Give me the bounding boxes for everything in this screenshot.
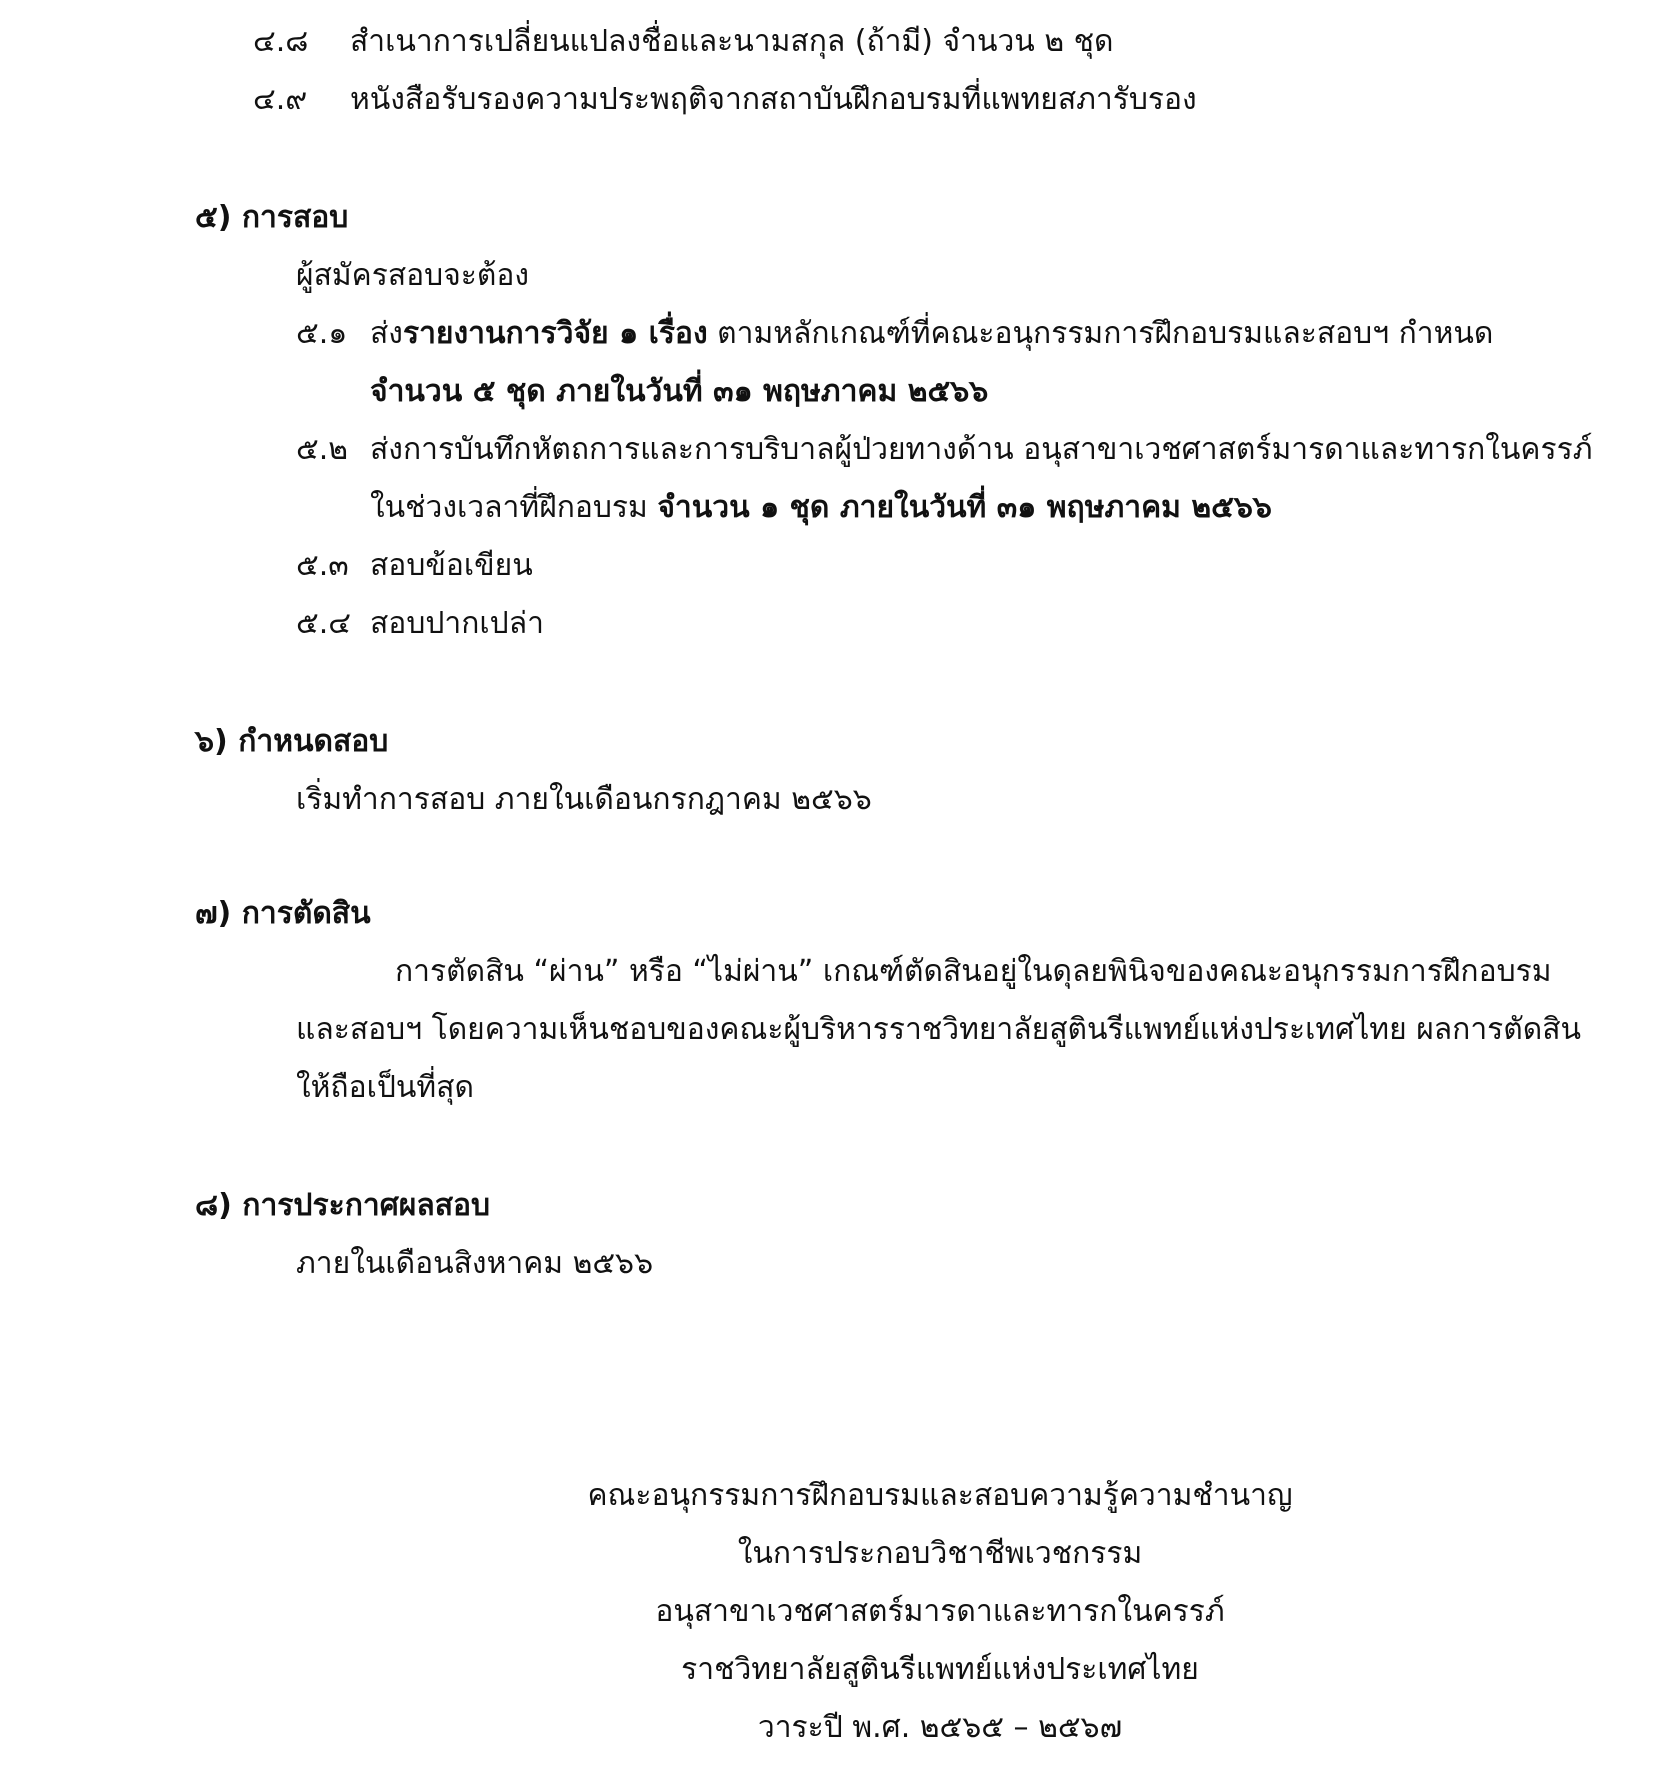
- signature-line-3: อนุสาขาเวชศาสตร์มารดาและทารกในครรภ์: [655, 1594, 1225, 1629]
- section-6-text: เริ่มทำการสอบ ภายในเดือนกรกฎาคม ๒๕๖๖: [296, 782, 872, 817]
- bold-text-part: จำนวน ๑ ชุด ภายในวันที่ ๓๑ พฤษภาคม ๒๕๖๖: [657, 490, 1272, 525]
- section-8-text: ภายในเดือนสิงหาคม ๒๕๖๖: [296, 1246, 654, 1281]
- item-text: สอบปากเปล่า: [370, 606, 544, 641]
- section-7-heading: ๗) การตัดสิน: [195, 896, 371, 931]
- text-part: ส่ง: [370, 316, 403, 351]
- section-7-line2: และสอบฯ โดยความเห็นชอบของคณะผู้บริหารราชวิทยาลัยสูตินรีแพทย์แห่งประเทศไทย ผลการตัดสิน: [296, 1012, 1582, 1047]
- item-text: หนังสือรับรองความประพฤติจากสถาบันฝึกอบรมที่แพทยสภารับรอง: [350, 82, 1197, 117]
- item-number: ๕.๒: [296, 432, 349, 467]
- signature-line-4: ราชวิทยาลัยสูตินรีแพทย์แห่งประเทศไทย: [681, 1652, 1199, 1687]
- section-5-heading: ๕) การสอบ: [195, 200, 349, 235]
- item-number: ๔.๙: [253, 82, 308, 117]
- section-7-line1: การตัดสิน “ผ่าน” หรือ “ไม่ผ่าน” เกณฑ์ตัดสินอยู่ในดุลยพินิจของคณะอนุกรรมการฝึกอบรม: [395, 954, 1552, 989]
- item-text: [370, 314, 1493, 354]
- signature-line-5: วาระปี พ.ศ. ๒๕๖๕ – ๒๕๖๗: [757, 1710, 1123, 1745]
- item-number: ๕.๔: [296, 606, 351, 641]
- item-number: ๕.๑: [296, 316, 348, 351]
- text-part: ในช่วงเวลาที่ฝึกอบรม: [370, 490, 658, 525]
- bold-text-part: รายงานการวิจัย ๑ เรื่อง: [402, 316, 708, 351]
- section-7-line3: ให้ถือเป็นที่สุด: [296, 1070, 474, 1105]
- section-5-intro: ผู้สมัครสอบจะต้อง: [296, 258, 530, 293]
- text-part: ตามหลักเกณฑ์ที่คณะอนุกรรมการฝึกอบรมและสอบฯ กำหนด: [707, 316, 1494, 351]
- item-number: ๔.๘: [253, 24, 309, 59]
- signature-line-2: ในการประกอบวิชาชีพเวชกรรม: [737, 1536, 1143, 1571]
- item-text-line2: จำนวน ๕ ชุด ภายในวันที่ ๓๑ พฤษภาคม ๒๕๖๖: [370, 374, 989, 409]
- section-8-heading: ๘) การประกาศผลสอบ: [195, 1188, 491, 1223]
- item-text: สอบข้อเขียน: [370, 548, 533, 583]
- item-number: ๕.๓: [296, 548, 349, 583]
- section-6-heading: ๖) กำหนดสอบ: [195, 724, 389, 759]
- item-text: สำเนาการเปลี่ยนแปลงชื่อและนามสกุล (ถ้ามี) จำนวน ๒ ชุด: [350, 24, 1114, 59]
- signature-line-1: คณะอนุกรรมการฝึกอบรมและสอบความรู้ความชำนาญ: [587, 1478, 1293, 1513]
- item-text-line2: [370, 488, 1272, 528]
- item-text: ส่งการบันทึกหัตถการและการบริบาลผู้ป่วยทางด้าน อนุสาขาเวชศาสตร์มารดาและทารกในครรภ์: [370, 432, 1593, 467]
